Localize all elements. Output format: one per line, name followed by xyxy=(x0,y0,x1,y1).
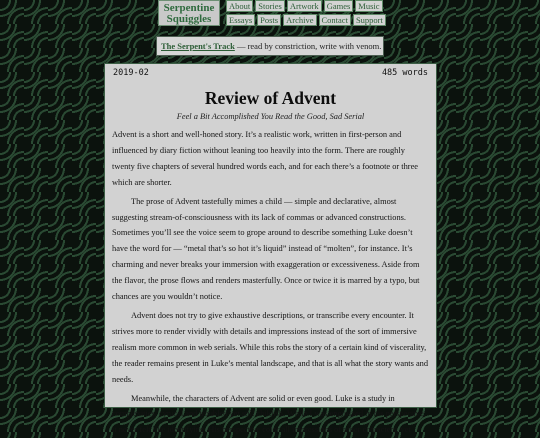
nav-essays[interactable]: Essays xyxy=(226,14,255,26)
tagline-text: — read by constriction, write with venom. xyxy=(235,41,382,51)
main-nav xyxy=(226,0,382,28)
article-paragraph: Advent is a short and well-honed story. It’s a realistic work, written in first-person and influenced by diary fiction without leaning too heavily into the form. There are roughly twenty five chapters of several hundred words each, and for each there’s a footnote or three which are shorter. xyxy=(112,127,429,191)
tagline-link[interactable]: The Serpent's Track xyxy=(161,41,235,51)
nav-row-1 xyxy=(226,0,382,12)
logo-line-2: Squiggles xyxy=(159,14,219,25)
article-title: Review of Advent xyxy=(105,88,436,109)
article-body xyxy=(105,127,436,438)
tagline-bar xyxy=(156,36,384,56)
article-subtitle: Feel a Bit Accomplished You Read the Good, Sad Serial xyxy=(105,112,436,121)
article-paragraph: Meanwhile, the characters of Advent are solid or even good. Luke is a study in complexities, cynical and troubled yet still childish. While I was engrossed in his perspective, it never felt like identifying. His perspective color all impressions of other characters, yet xyxy=(112,391,429,438)
article-date: 2019-02 xyxy=(113,68,149,78)
nav-stories[interactable]: Stories xyxy=(255,0,285,12)
nav-posts[interactable]: Posts xyxy=(257,14,281,26)
nav-games[interactable]: Games xyxy=(324,0,354,12)
nav-row-2 xyxy=(226,14,382,26)
nav-support[interactable]: Support xyxy=(353,14,386,26)
nav-artwork[interactable]: Artwork xyxy=(287,0,322,12)
article-panel xyxy=(104,63,437,408)
article-paragraph: The prose of Advent tastefully mimes a child — simple and declarative, almost suggesting stream-of-consciousness with its lack of commas or advanced constructions. Sometimes you’ll see the voice seem to grope around to describe something Luke doesn’t have the word for — “metal that’s so hot it’s liquid” instead of “molten”, for instance. It’s charming and never breaks your immersion with exaggeration or excessiveness. Aside from the flavor, the prose flows and renders masterfully. Once or twice it is marred by a typo, but chances are you wouldn’t notice. xyxy=(112,194,429,305)
article-word-count: 485 words xyxy=(382,68,428,78)
nav-music[interactable]: Music xyxy=(355,0,382,12)
nav-archive[interactable]: Archive xyxy=(283,14,316,26)
nav-contact[interactable]: Contact xyxy=(319,14,351,26)
nav-about[interactable]: About xyxy=(226,0,253,12)
logo-line-1: Serpentine xyxy=(159,3,219,14)
article-paragraph: Advent does not try to give exhaustive descriptions, or transcribe every encounter. It strives more to render vividly with details and impressions instead of the sort of immersive realism more common in web serials. While this robs the story of a certain kind of viscerality, the reader remains present in Luke’s mental landscape, and that is all what the story wants and needs. xyxy=(112,308,429,388)
site-logo[interactable] xyxy=(158,0,220,26)
article-meta xyxy=(105,64,436,78)
